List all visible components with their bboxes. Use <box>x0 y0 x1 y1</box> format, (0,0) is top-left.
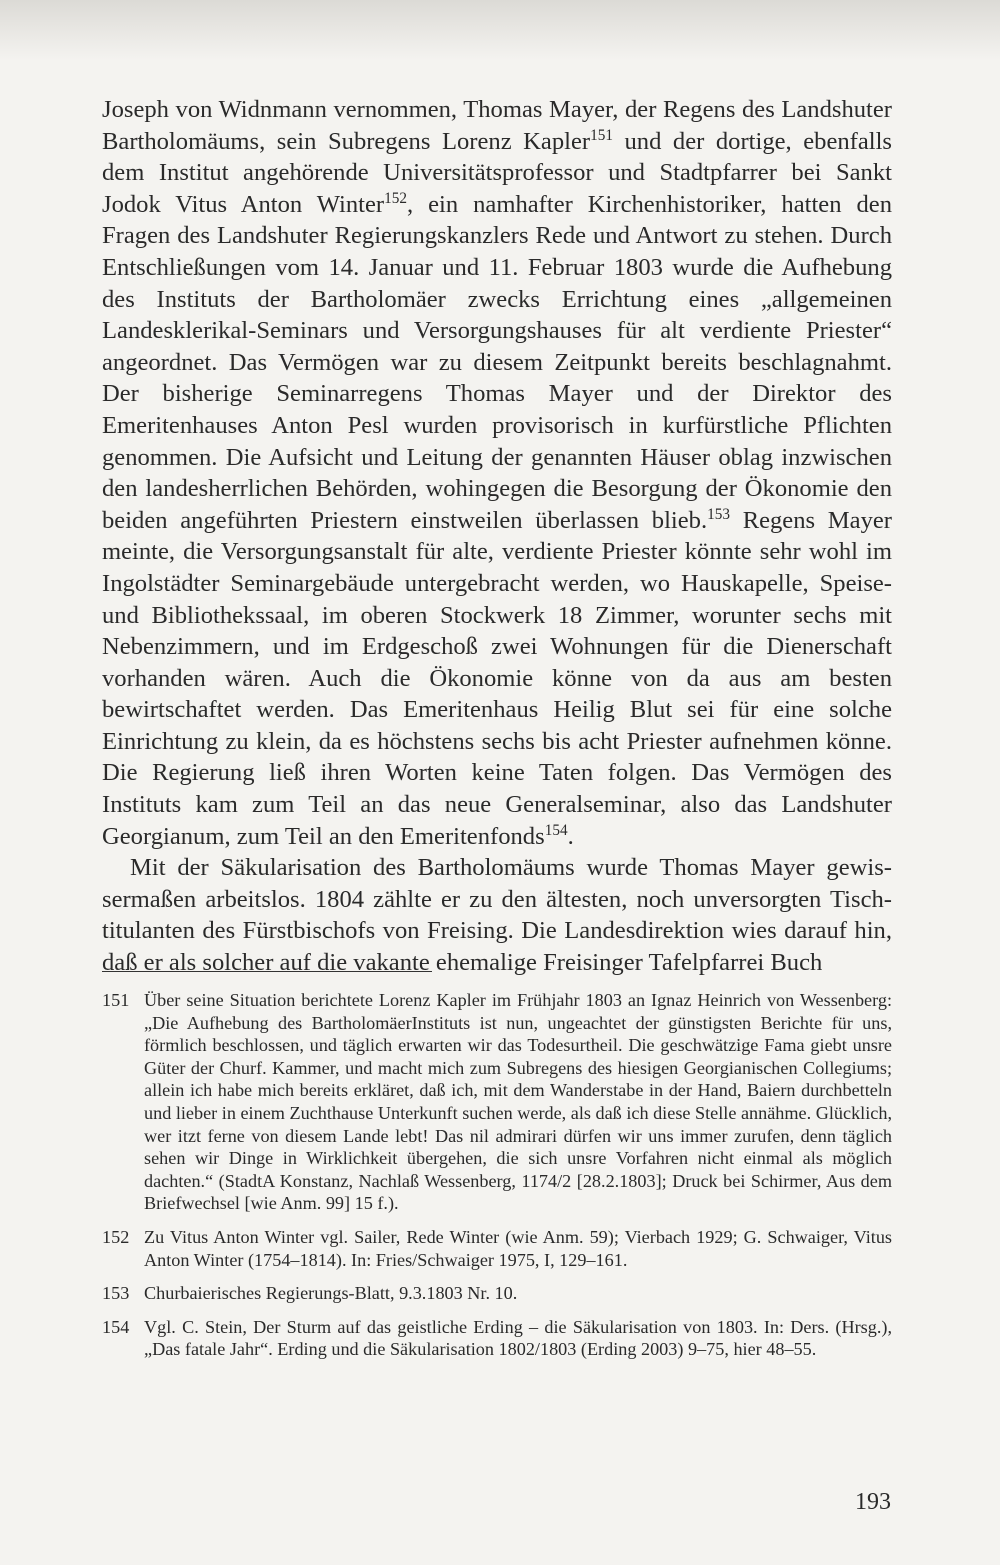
page-number: 193 <box>855 1489 891 1515</box>
footnote-text: Churbaierisches Regierungs-Blatt, 9.3.1803 Nr. 10. <box>144 1283 518 1304</box>
footnote-number: 151 <box>102 990 130 1010</box>
footnote-number: 154 <box>102 1316 130 1337</box>
footnote-number: 152 <box>102 1226 130 1247</box>
scan-shadow <box>0 0 1000 60</box>
footnote-text: Zu Vitus Anton Winter vgl. Sailer, Rede Winter (wie Anm. 59); Vierbach 1929; G. Schwaiger, Vitus Anton Winter (1754–1814). In: Fries/Schwaiger 1975, I, 129–161. <box>144 1226 892 1270</box>
footnotes <box>102 989 892 1372</box>
footnote-ref-154[interactable]: 154 <box>544 821 568 839</box>
footnote-153 <box>102 1282 892 1305</box>
footnote-text: Vgl. C. Stein, Der Sturm auf das geistliche Erding – die Säkularisation von 1803. In: Ders. (Hrsg.), „Das fatale Jahr“. Erding und die Säkularisation 1802/1803 (Erding 2003) 9–75, hier 48–55. <box>144 1316 892 1360</box>
footnote-number: 153 <box>102 1283 130 1304</box>
footnote-152 <box>102 1226 892 1271</box>
footnote-154 <box>102 1316 892 1361</box>
footnote-ref-151[interactable]: 151 <box>590 126 613 144</box>
paragraph-1: Joseph von Widnmann vernommen, Thomas Mayer, der Regens des Landshuter Bartholomäums, sein Subregens Lorenz Kapler$^{151}$ und der dortige, ebenfalls dem Institut angehörende Universitätsprofessor und Stadtpfarrer bei Sankt Jodok Vitus Anton Winter$^{152}$, ein namhafter Kirchenhistoriker, hatten den Fragen des Landshuter Regierungskanzlers Rede und Antwort zu stehen. Durch Entschließungen vom 14. Januar und 11. Februar 1803 wurde die Aufhebung des Instituts der Bartholomäer zwecks Errichtung eines „allgemeinen Landesklerikal-Seminars und Versorgungshauses für alt verdiente Priester“ angeordnet. Das Vermögen war zu diesem Zeitpunkt bereits beschlagnahmt. Der bisherige Seminarregens Thomas Mayer und der Direktor des Emeritenhauses Anton Pesl wurden provisorisch in kurfürstliche Pflichten genommen. Die Aufsicht und Leitung der genannten Häuser oblag inzwischen den landesherrlichen Behörden, wohingegen die Besorgung der Ökonomie den beiden angeführten Priestern einstweilen überlassen blieb.$^{153}$ Regens Mayer meinte, die Versorgungsanstalt für alte, verdiente Priester könnte sehr wohl im Ingolstädter Seminargebäude untergebracht werden, wo Hauskapelle, Speise- und Bibliothekssaal, im oberen Stockwerk 18 Zimmer, worunter sechs mit Nebenzimmern, und im Erdgeschoß zwei Wohnungen für die Dienerschaft vorhanden wären. Auch die Ökonomie könne von da aus am besten bewirtschaftet werden. Das Emeritenhaus Heilig Blut sei für eine solche Einrichtung zu klein, da es höchstens sechs bis acht Priester aufnehmen könne. Die Regierung ließ ihren Worten keine Taten folgen. Das Vermögen des Instituts kam zum Teil an das neue Generalseminar, also das Landshuter Georgianum, zum Teil an den Emeritenfonds$^{154}$. <box>102 96 893 850</box>
footnote-ref-152[interactable]: 152 <box>384 189 407 207</box>
footnote-divider <box>102 971 432 972</box>
footnote-ref-153[interactable]: 153 <box>707 505 730 523</box>
footnote-151 <box>102 989 892 1215</box>
paragraph-2: Mit der Säkularisation des Bartholomäums wurde Thomas Mayer gewissermaßen arbeitslos. 1804 zählte er zu den ältesten, noch unversorgten Tischtitulanten des Fürstbischofs von Freising. Die Landesdirektion wies darauf hin, daß er als solcher auf die vakante ehemalige Freisinger Tafelpfarrei Buch <box>102 854 892 977</box>
main-text <box>102 94 892 979</box>
footnote-text: Über seine Situation berichtete Lorenz Kapler im Frühjahr 1803 an Ignaz Heinrich von Wessenberg: „Die Aufhebung des BartholomäerInstituts ist nun, ungeachtet der günstigsten Berichte für uns, förmlich beschlossen, und täglich erwarten wir das Todesurtheil. Die geschwätzige Fama giebt unsre Güter der Churf. Kammer, und macht mich zum Subregens des hiesigen Georgianischen Collegiums; allein ich habe mich bereits erkläret, daß ich, mit dem Wanderstabe in der Hand, Baiern durchbetteln und lieber in einem Zuchthause Unterkunft suchen werde, als daß ich diese Stelle annähme. Glücklich, wer itzt ferne von diesem Lande lebt! Das nil admirari dürfen wir uns immer zurufen, denn täglich sehen wir Dinge in Wirklichkeit übergehen, die sich unsre Vorfahren nicht einmal als möglich dachten.“ (StadtA Konstanz, Nachlaß Wessenberg, 1174/2 [28.2.1803]; Druck bei Schirmer, Aus dem Briefwechsel [wie Anm. 99] 15 f.). <box>144 990 892 1214</box>
